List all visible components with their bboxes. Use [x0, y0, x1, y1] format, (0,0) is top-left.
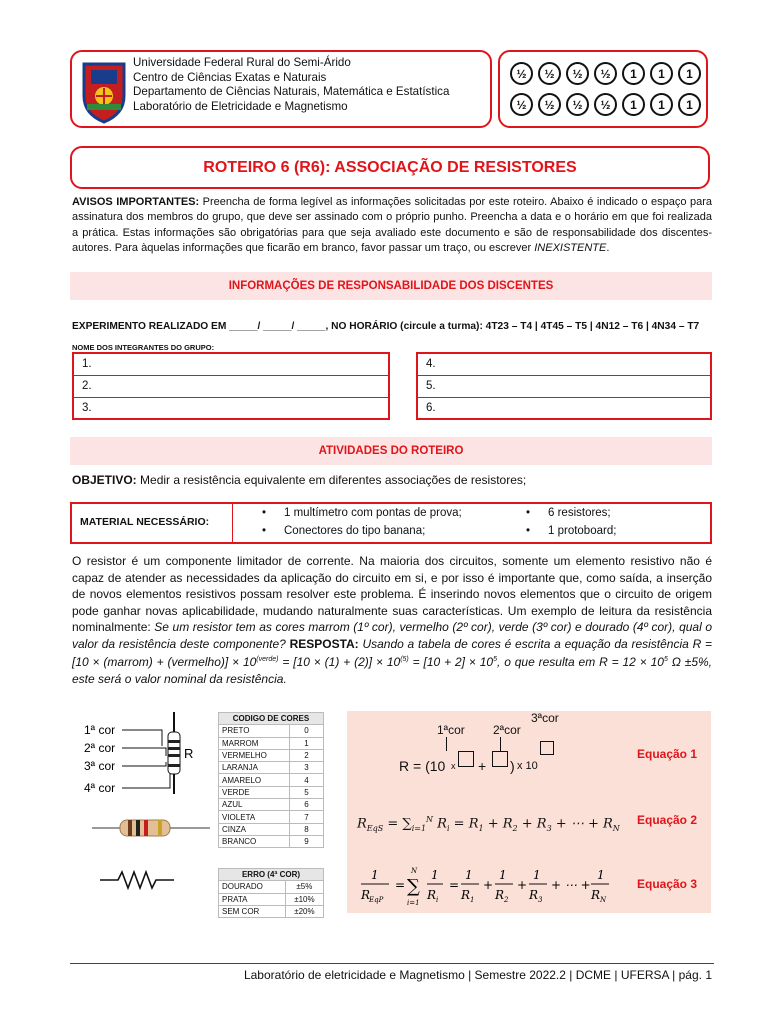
erro-color: SEM COR [219, 905, 286, 917]
code-value: 4 [290, 774, 324, 786]
eq1-label-1: 1ªcor [437, 723, 465, 737]
grade-circle[interactable]: ½ [566, 93, 589, 116]
code-value: 7 [290, 811, 324, 823]
material-item: • 1 multímetro com pontas de prova; [284, 507, 462, 519]
resistor-diagram [80, 712, 210, 902]
svg-text:+ ⋯ +: + ⋯ + [551, 878, 591, 892]
name-field[interactable]: 1. [73, 353, 389, 375]
grade-circle[interactable]: 1 [678, 93, 701, 116]
grade-circle[interactable]: 1 [622, 93, 645, 116]
error-table [218, 868, 324, 918]
grade-circle[interactable]: ½ [538, 93, 561, 116]
svg-text:1: 1 [371, 868, 379, 882]
names-table-left [72, 352, 390, 420]
eq1-R: R = (10 [399, 758, 446, 774]
grade-circle[interactable]: ½ [538, 62, 561, 85]
body-paragraph [72, 553, 712, 687]
grade-circle[interactable]: ½ [566, 62, 589, 85]
eq1-slot-3[interactable] [540, 741, 554, 755]
code-value: 0 [290, 725, 324, 737]
material-divider [232, 504, 233, 542]
eq2-formula: $R_{EqS} = \sum_{i=1}^N$ $R_i = R_1 + R_2 + R_3$ + ⋯ + $R_N$ [357, 815, 620, 833]
code-value: 2 [290, 749, 324, 761]
grade-circle[interactable]: 1 [650, 62, 673, 85]
svg-text:1: 1 [499, 868, 507, 882]
university-logo [79, 56, 129, 124]
code-color: VERMELHO [219, 749, 290, 761]
svg-text:+: + [517, 878, 528, 892]
svg-text:2: 2 [504, 896, 509, 904]
color-label: 2ª cor [84, 741, 116, 755]
material-item: • 6 resistores; [548, 507, 611, 519]
section-band-discentes: INFORMAÇÕES DE RESPONSABILIDADE DOS DISCENTES [70, 272, 712, 300]
svg-text:3: 3 [538, 896, 543, 904]
eq1-slot-2[interactable] [492, 751, 508, 767]
code-color: BRANCO [219, 835, 290, 847]
answer-sup: 5 [663, 656, 668, 663]
code-value: 6 [290, 799, 324, 811]
grade-circle[interactable]: 1 [678, 62, 701, 85]
grade-circle[interactable]: 1 [622, 62, 645, 85]
name-field[interactable]: 2. [73, 375, 389, 397]
svg-text:1: 1 [533, 868, 541, 882]
equation-label: Equação 2 [637, 813, 698, 827]
answer-part: , o que resulta em R = 12 × 10 [496, 655, 664, 669]
objetivo-text: Medir a resistência equivalente em diferentes associações de resistores; [136, 473, 527, 487]
equation-label: Equação 1 [637, 747, 698, 761]
erro-value: ±5% [285, 881, 323, 893]
body-text: O resistor é um componente limitador de corrente. Na maioria dos circuitos, somente um elemento resistivo não é capaz de atender as necessidades da aplicação do circuito em si, e por isso é importante que, como saída, a inserção de novos elementos resistivos possam resolver este problema. É inserindo novos elementos que o circuito de origem pode ganhar novas aplicabilidade, mudando naturalmente suas características. Um exemplo de leitura da resistência nominalmente: [72, 554, 712, 634]
code-color: LARANJA [219, 762, 290, 774]
svg-text:R: R [591, 888, 601, 902]
svg-text:1: 1 [470, 896, 475, 904]
grade-circle[interactable]: ½ [510, 62, 533, 85]
answer-part: = [10 + 2] × 10 [408, 655, 494, 669]
color-label: 3ª cor [84, 759, 116, 773]
code-color: VERDE [219, 786, 290, 798]
eq1-slot-1[interactable] [458, 751, 474, 767]
code-value: 1 [290, 737, 324, 749]
codes-title: CODIGO DE CORES [219, 713, 324, 725]
svg-text:=: = [449, 878, 460, 892]
footer-text: Laboratório de eletricidade e Magnetismo | Semestre 2022.2 | DCME | UFERSA | pág. 1 [243, 968, 712, 982]
svg-text:EqP: EqP [369, 896, 384, 904]
svg-text:R: R [461, 888, 471, 902]
svg-text:+: + [483, 878, 494, 892]
code-value: 9 [290, 835, 324, 847]
grade-circle[interactable]: ½ [510, 93, 533, 116]
grade-circle[interactable]: ½ [594, 93, 617, 116]
avisos-text: Preencha de forma legível as informações solicitadas por este roteiro. Abaixo é indicado o espaço para assinatura dos membros do grupo, que deve ser assinado com o próprio punho. Preencha a data e o horário em que foi realizada a prática. Estas informações são obrigatórias para que seja avaliado este documento e são de responsabilidade dos discentes-autores. Para àquelas informações que ficarão em branco, favor passar um traço, ou escrever [72, 196, 712, 254]
svg-text:R: R [427, 888, 437, 902]
body-answer-label: RESPOSTA: [285, 636, 359, 651]
svg-text:1: 1 [597, 868, 605, 882]
eq3-formula [353, 861, 613, 911]
avisos-paragraph [72, 195, 712, 256]
equation-label: Equação 3 [637, 877, 698, 891]
header-line: Centro de Ciências Exatas e Naturais [133, 70, 327, 84]
erro-color: PRATA [219, 893, 286, 905]
svg-text:∑: ∑ [407, 876, 420, 897]
code-color: AMARELO [219, 774, 290, 786]
avisos-end: . [606, 241, 610, 254]
erro-title: ERRO (4ª COR) [219, 869, 324, 881]
answer-part: = [10 × (1) + (2)] × 10 [278, 655, 401, 669]
code-value: 5 [290, 786, 324, 798]
color-label: 4ª cor [84, 781, 116, 795]
grade-row [510, 93, 701, 116]
grupo-label: NOME DOS INTEGRANTES DO GRUPO: [72, 343, 215, 352]
svg-text:i: i [436, 896, 439, 904]
eq1-pointer [500, 737, 501, 751]
material-label: MATERIAL NECESSÁRIO: [80, 516, 210, 528]
objetivo-label: OBJETIVO: [72, 473, 137, 487]
answer-part: Usando a tabela de cores é escrita a equação da resistência R = [10 × (marrom) + (vermelho)] × 10 [72, 636, 712, 669]
page-title: ROTEIRO 6 (R6): ASSOCIAÇÃO DE RESISTORES [70, 146, 710, 189]
header-line: Laboratório de Eletricidade e Magnetismo [133, 99, 348, 113]
code-color: MARROM [219, 737, 290, 749]
avisos-emph: INEXISTENTE [534, 241, 607, 254]
answer-sup: 5 [493, 656, 497, 663]
material-item: • 1 protoboard; [548, 525, 616, 537]
color-label: 1ª cor [84, 723, 116, 737]
eq1-close: ) [510, 758, 515, 774]
code-color: VIOLETA [219, 811, 290, 823]
material-box [70, 502, 712, 544]
equations-box [347, 711, 711, 913]
erro-color: DOURADO [219, 881, 286, 893]
erro-value: ±10% [285, 893, 323, 905]
grade-circle[interactable]: ½ [594, 62, 617, 85]
names-table-right [416, 352, 712, 420]
footer-divider [70, 963, 714, 964]
section-band-atividades: ATIVIDADES DO ROTEIRO [70, 437, 712, 465]
name-field[interactable]: 3. [73, 397, 389, 419]
eq1-label-2: 2ªcor [493, 723, 521, 737]
eq1-pointer [446, 737, 447, 751]
experimento-line[interactable]: EXPERIMENTO REALIZADO EM _____/ _____/ _____, NO HORÁRIO (circule a turma): 4T23 – T4 | 4T45 – T5 | 4N12 – T6 | 4N34 – T7 [72, 321, 700, 332]
svg-text:i=1: i=1 [407, 899, 420, 907]
header-line: Departamento de Ciências Naturais, Matemática e Estatística [133, 85, 450, 99]
code-value: 3 [290, 762, 324, 774]
svg-text:=: = [395, 878, 406, 892]
grade-circle[interactable]: 1 [650, 93, 673, 116]
material-item: • Conectores do tipo banana; [284, 525, 425, 537]
name-field[interactable]: 5. [417, 375, 711, 397]
code-color: CINZA [219, 823, 290, 835]
avisos-label: AVISOS IMPORTANTES: [72, 196, 200, 208]
answer-sup: (5) [400, 656, 409, 663]
answer-part: Ω ±5%, este será o valor nominal da resistência. [72, 655, 712, 686]
header-text [133, 56, 449, 114]
eq1-x: x [451, 761, 456, 771]
code-value: 8 [290, 823, 324, 835]
svg-text:1: 1 [465, 868, 473, 882]
name-field[interactable]: 6. [417, 397, 711, 419]
grade-row [510, 62, 701, 85]
svg-text:N: N [411, 867, 418, 875]
svg-text:1: 1 [431, 868, 439, 882]
answer-sup: (verde) [256, 656, 279, 663]
svg-text:N: N [600, 896, 607, 904]
svg-text:R: R [529, 888, 539, 902]
body-question: Se um resistor tem as cores marrom (1º cor), vermelho (2º cor), verde (3º cor) e dourado (4º cor), qual o valor da resistência deste componente? [72, 620, 712, 651]
svg-text:R: R [495, 888, 505, 902]
eq1-x10: x 10 [517, 760, 538, 772]
name-field[interactable]: 4. [417, 353, 711, 375]
code-color: PRETO [219, 725, 290, 737]
erro-value: ±20% [285, 905, 323, 917]
color-code-table [218, 712, 324, 848]
svg-text:R: R [361, 888, 371, 902]
header-line: Universidade Federal Rural do Semi-Árido [133, 56, 351, 69]
grade-box [498, 50, 708, 128]
eq1-plus: + [478, 758, 487, 774]
eq1-label-3: 3ªcor [531, 711, 559, 725]
objetivo [72, 473, 526, 487]
code-color: AZUL [219, 799, 290, 811]
resistor-R: R [184, 746, 194, 761]
